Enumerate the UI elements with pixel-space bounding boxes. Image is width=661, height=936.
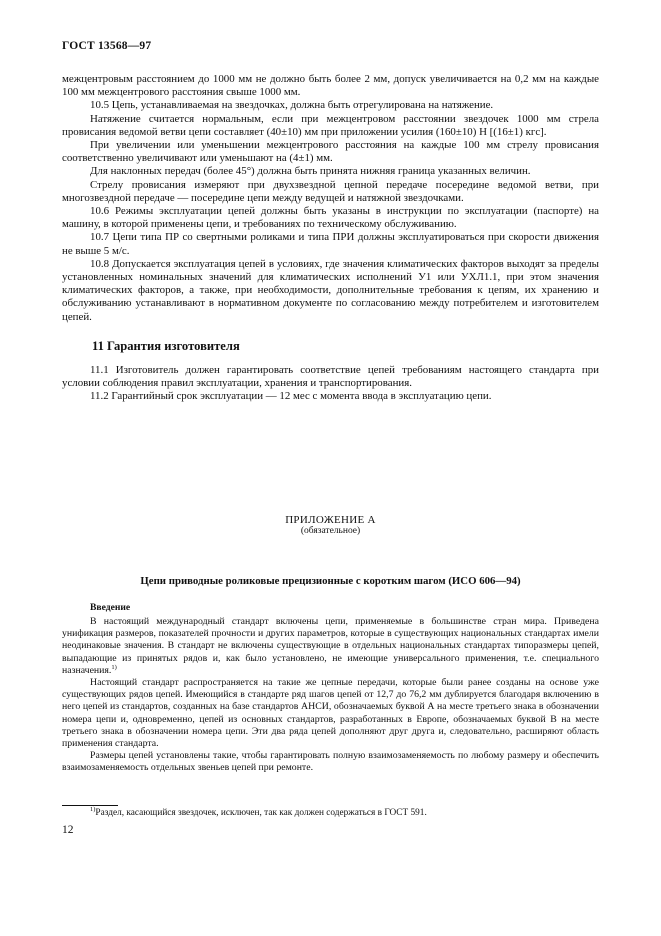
intro-paragraph-2: Настоящий стандарт распространяется на такие же цепные передачи, которые были ранее созданы на основе уже существующих рядов цепей. Имеющийся в стандарте ряд шагов цепей от 12,7 до 76,2 мм дублируется благодаря включению в него цепей из стандартов, созданных на базе стандартов АНСИ, обозначаемых буквой А на месте третьего знака в обозначении номера цепи и, одновременно, цепей из основных стандартов, разработанных в Европе, обозначаемых буквой В на месте третьего знака в обозначении номера цепи. Эти два ряда цепей дополняют друг друга и, следовательно, расширяют область применения стандарта. — [62, 677, 599, 750]
paragraph: Натяжение считается нормальным, если при межцентровом расстоянии звездочек 1000 мм стрела провисания ведомой ветви цепи составляет (40±10) мм при приложении усилия (160±10) Н [(16±1) кгс]. — [62, 112, 599, 138]
appendix-subtitle: (обязательное) — [300, 526, 361, 536]
paragraph-10-6: 10.6 Режимы эксплуатации цепей должны быть указаны в инструкции по эксплуатации (паспорте) на машину, в которой применены цепи, и требованиях по техническому обслуживанию. — [62, 205, 599, 231]
intro-text-block — [62, 616, 599, 775]
paragraph-10-7: 10.7 Цепи типа ПР со свертными роликами и типа ПРИ должны эксплуатироваться при скорости движения не выше 5 м/с. — [62, 231, 599, 257]
paragraph-11-2: 11.2 Гарантийный срок эксплуатации — 12 мес с момента ввода в эксплуатацию цепи. — [90, 390, 492, 403]
section-11-title: 11 Гарантия изготовителя — [92, 339, 240, 353]
paragraph-10-5: 10.5 Цепь, устанавливаемая на звездочках, должна быть отрегулирована на натяжение. — [90, 99, 494, 112]
page-header: ГОСТ 13568—97 — [62, 40, 152, 52]
footnote-ref: 1) — [111, 663, 117, 671]
intro-paragraph-1 — [62, 616, 599, 677]
footnote-text: Раздел, касающийся звездочек, исключен, так как должен содержаться в ГОСТ 591. — [95, 808, 427, 818]
intro-paragraph-3: Размеры цепей установлены такие, чтобы гарантировать полную взаимозаменяемость по любому размеру и обеспечить взаимозаменяемость отдельных звеньев цепей при ремонте. — [62, 750, 599, 774]
paragraph: При увеличении или уменьшении межцентрового расстояния на каждые 100 мм стрелу провисания соответственно увеличивают или уменьшают на (4±1) мм. — [62, 139, 599, 165]
paragraph: межцентровым расстоянием до 1000 мм не должно быть более 2 мм, допуск увеличивается на 0,2 мм на каждые 100 мм межцентрового расстояния свыше 1000 мм. — [62, 73, 599, 99]
intro-paragraph-1-text: В настоящий международный стандарт включены цепи, применяемые в большинстве стран мира. Приведена унификация размеров, показателей прочности и других параметров, которые в существующих национальных стандартах имели неодинаковые значения. В стандарт не включены существующие в отдельных национальных стандартах типоразмеры цепей, выпадающие из принятых рядов и, как было установлено, не имеющие универсального применения, т.е. специального назначения. — [62, 616, 599, 676]
main-text-block — [62, 73, 599, 324]
paragraph: Для наклонных передач (более 45°) должна быть принята нижняя граница указанных величин. — [90, 165, 531, 178]
paragraph-10-8: 10.8 Допускается эксплуатация цепей в условиях, где значения климатических факторов выходят за пределы установленных номинальных значений для климатических исполнений У1 или УХЛ1.1, при этом значения климатических факторов, а также, при необходимости, дополнительные требования к цепям, их хранению и обслуживанию устанавливают в нормативном документе по согласованию между потребителем и изготовителем цепей. — [62, 257, 599, 323]
appendix-title: ПРИЛОЖЕНИЕ А — [285, 514, 376, 526]
page-number: 12 — [62, 824, 74, 836]
section-11-body — [62, 364, 599, 404]
footnote-mark: 1) — [90, 806, 96, 813]
footnote — [90, 808, 427, 818]
paragraph-11-1: 11.1 Изготовитель должен гарантировать соответствие цепей требованиям настоящего стандарта при условии соблюдения правил эксплуатации, хранения и транспортирования. — [62, 364, 599, 390]
intro-heading: Введение — [90, 602, 131, 613]
paragraph: Стрелу провисания измеряют при двухзвездной цепной передаче посередине ведомой ветви, при многозвездной передаче — посередине цепи между ведущей и натяжной звездочками. — [62, 178, 599, 204]
standard-title: Цепи приводные роликовые прецизионные с коротким шагом (ИСО 606—94) — [140, 575, 521, 587]
